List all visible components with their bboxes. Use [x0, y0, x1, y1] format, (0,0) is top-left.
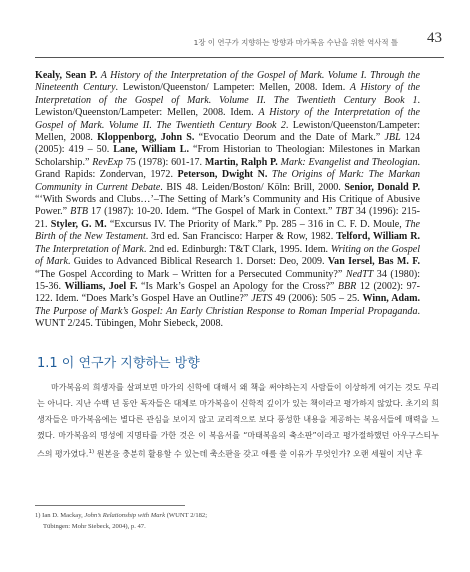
bib-entry-senior: Senior, Donald P. “‘With Swords and Clubs…’–The Setting of Mark’s Community and His Critique of Abusive Power.” BTB 17 (1987): 10-20. Idem. “The Gospel of Mark in Context.” TBT 34 (1996): 215-21. [35, 181, 420, 230]
bib-entry-telford: Telford, William R. The Interpretation of Mark. 2nd ed. Edinburgh: T&T Clark, 1995. Idem. Writing on the Gospel of Mark. Guides to Advanced Biblical Research 1. Dorset: Deo, 2009. [35, 231, 420, 268]
running-head: 1장 이 연구가 지향하는 방향과 마가복음 수난을 위한 역사적 틀 [193, 38, 398, 47]
bib-entry-van-iersel: Van Iersel, Bas M. F. “The Gospel According to Mark – Written for a Persecuted Community?” NedTT 34 (1980): 15-36. [35, 256, 420, 292]
footnote [35, 511, 335, 532]
bib-entry-kealy: Kealy, Sean P. A History of the Interpretation of the Gospel of Mark. Volume I. Through the Nineteenth Century. Lewiston/Queenston/ Lampeter: Mellen, 2008. Idem. A History of the Interpretation of the Gospel of Mark. Volume II. The Twentieth Century Book 1. Lewiston/Queenston/Lampeter: Mellen, 2008. Idem. A History of the Interpretation of the Gospel of Mark. Volume II. The Twentieth Century Book 2. Lewiston/Queenston/Lampeter: Mellen, 2008. [35, 70, 421, 144]
footnote-rule [35, 505, 185, 506]
bib-author: Van Iersel, Bas M. F. [327, 256, 420, 268]
bib-author: Peterson, Dwight N. [177, 169, 268, 181]
bib-entry-williams: Williams, Joel F. “Is Mark’s Gospel an Apology for the Cross?” BBR 12 (2002): 97-122. Idem. “Does Mark’s Gospel Have an Outline?” JETS 49 (2006): 505 – 25. [35, 280, 420, 305]
footnote-line-2: Tübingen: Mohr Siebeck, 2004), p. 47. [43, 522, 146, 530]
bib-entry-lane: Lane, William L. “From Historian to Theologian: Milestones in Markan Scholarship.” RevExp 75 (1978): 601-17. [35, 144, 420, 168]
footnote-reference[interactable]: 1) [88, 449, 95, 456]
bib-author: Martin, Ralph P. [204, 156, 278, 168]
bib-entry-martin: Martin, Ralph P. Mark: Evangelist and Theologian. Grand Rapids: Zondervan, 1972. [35, 156, 420, 181]
bib-entry-peterson: Peterson, Dwight N. The Origins of Mark: The Markan Community in Current Debate. BIS 48. Leiden/Boston/ Köln: Brill, 2000. [35, 169, 421, 193]
header-rule [35, 57, 444, 58]
page-number: 43 [427, 30, 442, 46]
bib-author: Senior, Donald P. [344, 181, 420, 193]
footnote-line-1: 1) Ian D. Mackay, John’s Relationship with Mark (WUNT 2/182; [35, 512, 208, 519]
bib-author: Kloppenborg, John S. [97, 132, 195, 144]
page-header [0, 30, 470, 54]
bib-author: Styler, G. M. [50, 218, 107, 230]
bib-author: Williams, Joel F. [64, 280, 138, 292]
bib-entry-kloppenborg: Kloppenborg, John S. “Evocatio Deorum and the Date of Mark.” JBL 124 (2005): 419 – 50. [35, 132, 420, 156]
bib-author: Winn, Adam. [362, 293, 420, 305]
bibliography [35, 70, 420, 331]
bib-entry-winn: Winn, Adam. The Purpose of Mark’s Gospel: An Early Christian Response to Roman Imperial Propaganda. WUNT 2/245. Tübingen, Mohr Siebeck, 2008. [35, 293, 420, 330]
body-paragraph: 마가복음의 희생자를 살펴보면 마가의 신학에 대해서 왜 책을 써야하는지 사람들이 이상하게 여기는 것도 무리는 아니다. 지난 수백 년 동안 독자들은 대체로 마가복음이 신학적 깊이가 있는 책이라고 평가하지 않았다. 초기의 희생자들은 마가복음에는 별다른 관심을 보이지 않고 교리적으로 보다 풍성한 내용을 제공하는 복음서들에 매력을 느꼈다. 마가복음의 명성에 지명타를 가한 것은 이 복음서를 “마태복음의 축소판”이라고 평가절하했던 아우구스티누스의 평가였다.$^{1)}$ 원본을 충분히 활용할 수 있는데 축소판을 갖고 애를 쓸 이유가 무엇인가? 오랜 세월이 지난 후 [37, 383, 439, 460]
bib-author: Lane, William L. [113, 144, 189, 156]
bib-author: Kealy, Sean P. [35, 70, 98, 81]
bib-entry-styler: Styler, G. M. “Excursus IV. The Priority of Mark.” Pp. 285 – 316 in C. F. D. Moule, The Birth of the New Testament. 3rd ed. San Francisco: Harper & Row, 1982. [35, 218, 420, 243]
section-heading: 1.1 이 연구가 지향하는 방향 [37, 356, 200, 371]
footnote-number: 1) [35, 512, 41, 519]
bib-author: Telford, William R. [336, 231, 420, 243]
